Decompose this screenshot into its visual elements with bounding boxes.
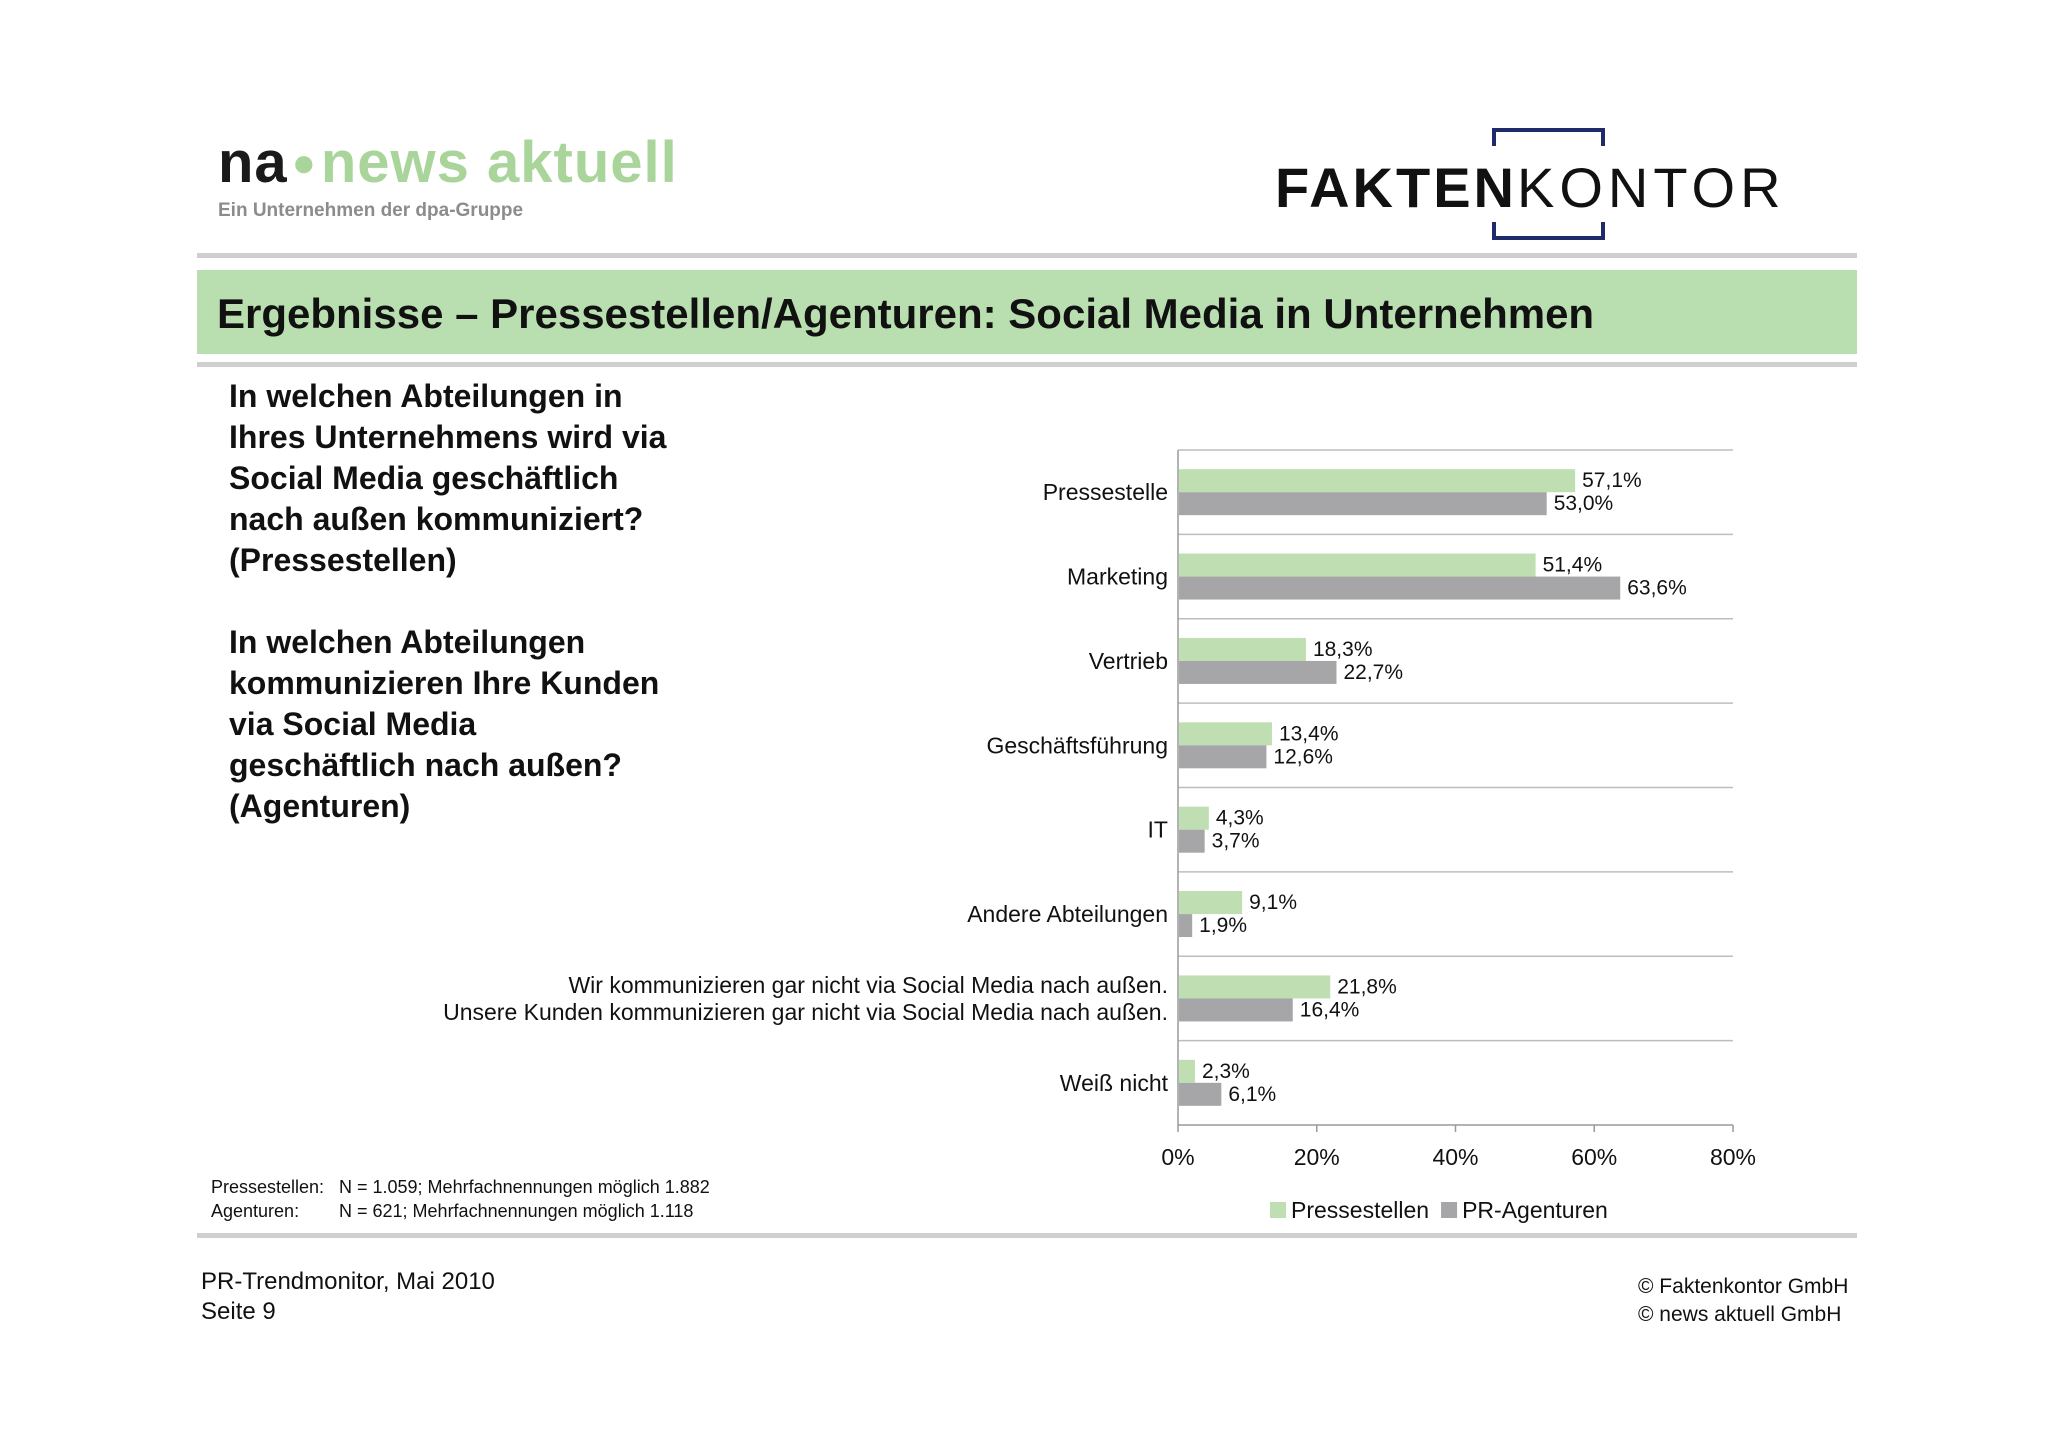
data-label: 63,6% [1627, 576, 1687, 600]
data-label: 18,3% [1312, 637, 1373, 661]
data-label: 13,4% [1278, 722, 1339, 746]
category-label: Pressestelle [1042, 479, 1168, 506]
data-label: 1,9% [1199, 914, 1248, 938]
data-label: 2,3% [1201, 1059, 1250, 1083]
question-agenturen: In welchen Abteilungen kommunizieren Ihre Kunden via Social Media geschäftlich nach außen? (Agenturen) [229, 624, 660, 824]
bar-agenturen [1179, 830, 1205, 853]
category-label: Andere Abteilungen [967, 901, 1168, 928]
category-label: Wir kommunizieren gar nicht via Social Media nach außen. [568, 971, 1168, 998]
legend-swatch [1270, 1202, 1286, 1218]
x-tick-label: 0% [1161, 1144, 1195, 1170]
legend-label: PR-Agenturen [1462, 1197, 1608, 1223]
data-label: 4,3% [1215, 806, 1264, 830]
sample-notes [211, 1175, 710, 1223]
bar-pressestellen [1179, 638, 1306, 661]
footer-source-text: PR-Trendmonitor, Mai 2010 [201, 1268, 495, 1295]
footer-source [201, 1267, 495, 1327]
logo-dot-icon: ● [291, 141, 317, 185]
divider-bottom [197, 1233, 1857, 1238]
bar-pressestellen [1179, 1060, 1195, 1083]
copyright-faktenkontor: © Faktenkontor GmbH [1638, 1275, 1849, 1298]
note-agenturen: Agenturen: N = 621; Mehrfachnennungen möglich 1.118 [211, 1201, 694, 1221]
data-label: 6,1% [1228, 1082, 1277, 1106]
legend-swatch [1441, 1202, 1457, 1218]
bar-agenturen [1179, 914, 1192, 937]
bar-pressestellen [1179, 554, 1536, 577]
footer-page-number: Seite 9 [201, 1298, 276, 1325]
data-label: 9,1% [1249, 891, 1298, 915]
data-label: 12,6% [1273, 745, 1333, 769]
bar-agenturen [1179, 998, 1293, 1021]
data-label: 22,7% [1343, 660, 1404, 684]
bar-pressestellen [1179, 722, 1272, 745]
bar-agenturen [1179, 492, 1547, 515]
category-label: Weiß nicht [1059, 1069, 1168, 1096]
footer-copyright [1638, 1273, 1848, 1329]
bar-agenturen [1179, 745, 1266, 768]
category-label: Marketing [1067, 563, 1168, 590]
bar-pressestellen [1179, 975, 1330, 998]
copyright-news-aktuell: © news aktuell GmbH [1638, 1303, 1842, 1326]
category-label: IT [1147, 816, 1168, 843]
category-label: Vertrieb [1088, 647, 1168, 674]
category-label: Geschäftsführung [986, 732, 1168, 759]
news-aktuell-tagline: Ein Unternehmen der dpa-Gruppe [218, 200, 524, 221]
data-label: 53,0% [1553, 492, 1614, 516]
faktenkontor-wordmark: FAKTENKONTOR [1275, 156, 1786, 219]
data-label: 16,4% [1299, 998, 1360, 1022]
category-label: Unsere Kunden kommunizieren gar nicht via Social Media nach außen. [443, 998, 1168, 1025]
news-aktuell-wordmark: na ●news aktuell [218, 130, 678, 195]
x-tick-label: 20% [1293, 1144, 1340, 1170]
x-tick-label: 40% [1432, 1144, 1479, 1170]
bar-agenturen [1179, 577, 1620, 600]
bar-pressestellen [1179, 807, 1209, 830]
bar-agenturen [1179, 1083, 1221, 1106]
note-pressestellen: Pressestellen: N = 1.059; Mehrfachnennungen möglich 1.882 [211, 1177, 710, 1197]
data-label: 21,8% [1337, 975, 1397, 999]
x-tick-label: 80% [1709, 1144, 1757, 1170]
data-label: 3,7% [1211, 829, 1260, 853]
bar-pressestellen [1179, 469, 1575, 492]
bar-pressestellen [1179, 891, 1242, 914]
bar-agenturen [1179, 661, 1336, 684]
question-pressestellen: In welchen Abteilungen in Ihres Unternehmens wird via Social Media geschäftlich nach außen kommuniziert? (Pressestellen) [229, 378, 667, 578]
x-tick-label: 60% [1571, 1144, 1618, 1170]
data-label: 57,1% [1582, 469, 1642, 493]
data-label: 51,4% [1542, 553, 1603, 577]
legend-label: Pressestellen [1291, 1197, 1430, 1223]
page-title: Ergebnisse – Pressestellen/Agenturen: Social Media in Unternehmen [217, 290, 1595, 337]
